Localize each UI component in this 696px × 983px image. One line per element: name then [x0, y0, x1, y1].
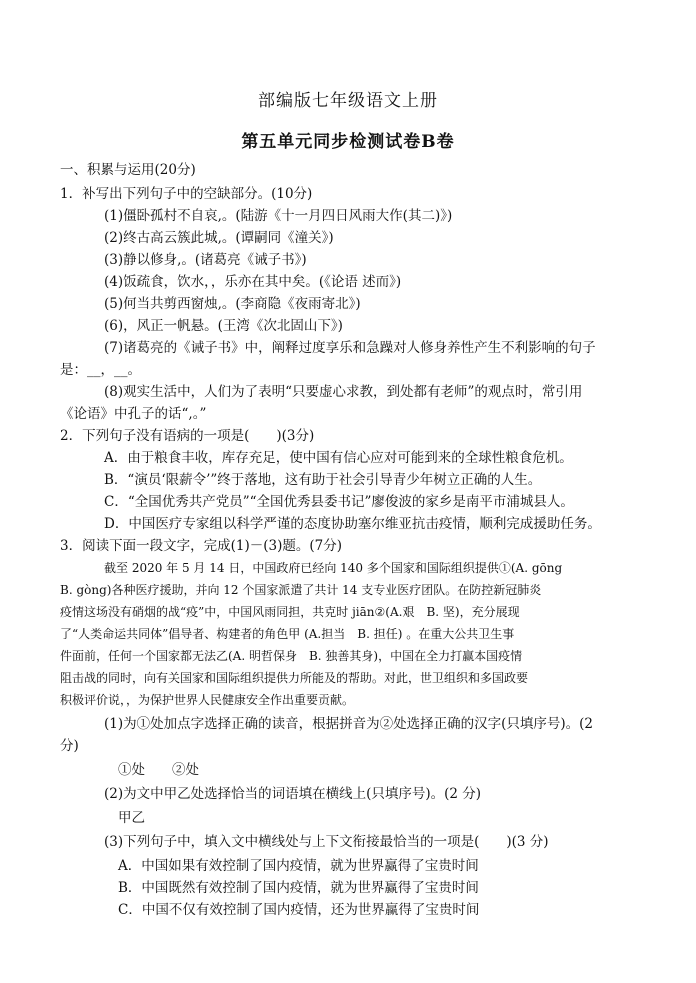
q3-sub2-answers: 甲乙: [118, 810, 145, 826]
q3-passage-line: 积极评价说，，为保护世界人民健康安全作出重要贡献。: [60, 693, 355, 707]
q1-item: (4)饭疏食，饮水，，乐亦在其中矣。(《论语 述而》): [104, 274, 402, 290]
q3-sub3-option-a: A．中国如果有效控制了国内疫情，就为世界赢得了宝贵时间: [118, 858, 479, 874]
q3-passage-line: B. gòng)各种医疗援助，并向 12 个国家派遣了共计 14 支专业医疗团队。在防控新冠肺炎: [60, 583, 542, 597]
q3-sub1-answers: ①处 ②处: [118, 762, 199, 778]
q3-passage-line: 阻击战的同时，向有关国家和国际组织提供力所能及的帮助。对此，世卫组织和多国政要: [60, 671, 529, 685]
q3-passage-line: 件面前，任何一个国家都无法乙(A. 明哲保身 B. 独善其身)，中国在全力打赢本国疫情: [60, 649, 523, 663]
q3-sub2: (2)为文中甲乙处选择恰当的词语填在横线上(只填序号)。(2 分): [104, 786, 482, 802]
q1-item-cont: 《论语》中孔子的话“,。”: [60, 406, 207, 422]
q3-sub3-option-b: B．中国既然有效控制了国内疫情，就为世界赢得了宝贵时间: [118, 880, 479, 896]
q1-item: (7)诸葛亮的《诫子书》中，阐释过度享乐和急躁对人修身养性产生不利影响的句子: [104, 340, 596, 356]
q3-sub1-cont: 分): [60, 738, 79, 754]
q3-sub1: (1)为①处加点字选择正确的读音，根据拼音为②处选择正确的汉字(只填序号)。(2: [104, 716, 594, 732]
q1-item: (6)，风正一帆悬。(王湾《次北固山下》): [104, 318, 343, 334]
q1-item: (3)静以修身,。(诸葛亮《诫子书》): [104, 252, 307, 268]
q2-option-c: C．“全国优秀共产党员”“全国优秀县委书记”廖俊波的家乡是南平市浦城县人。: [104, 494, 574, 510]
q2-option-b: B．“演员‘限薪令’”终于落地，这有助于社会引导青少年树立正确的人生。: [104, 472, 542, 488]
q3-sub3-option-c: C．中国不仅有效控制了国内疫情，还为世界赢得了宝贵时间: [118, 902, 480, 918]
q3-stem: 3．阅读下面一段文字，完成(1)－(3)题。(7分): [60, 538, 342, 554]
q3-passage-line: 了“人类命运共同体”倡导者、构建者的角色甲 (A.担当 B. 担任) 。在重大公共卫生事: [60, 627, 515, 641]
q1-item: (2)终古高云簇此城,。(谭嗣同《潼关》): [104, 230, 334, 246]
q3-passage-line: 截至 2020 年 5 月 14 日，中国政府已经向 140 多个国家和国际组织提供①(A. gōng: [104, 561, 563, 575]
q2-stem: 2．下列句子没有语病的一项是( )(3分): [60, 428, 315, 444]
q2-option-d: D．中国医疗专家组以科学严谨的态度协助塞尔维亚抗击疫情，顺利完成援助任务。: [104, 516, 601, 532]
doc-title: 部编版七年级语文上册: [258, 91, 438, 111]
doc-subtitle: 第五单元同步检测试卷B卷: [241, 132, 455, 152]
q1-stem: 1．补写出下列句子中的空缺部分。(10分): [60, 186, 313, 202]
q3-passage-line: 疫情这场没有硝烟的战“疫”中，中国风雨同担，共克时 jiān②(A.艰 B. 坚)，充分展现: [60, 605, 520, 619]
q1-item-cont: 是：__，__。: [60, 362, 141, 378]
q3-sub3: (3)下列句子中，填入文中横线处与上下文衔接最恰当的一项是( )(3 分): [104, 834, 549, 850]
section-heading: 一、积累与运用(20分): [60, 162, 196, 178]
q1-item: (5)何当共剪西窗烛,。(李商隐《夜雨寄北》): [104, 296, 361, 312]
q2-option-a: A．由于粮食丰收，库存充足，使中国有信心应对可能到来的全球性粮食危机。: [104, 450, 573, 466]
q1-item: (1)僵卧孤村不自哀,。(陆游《十一月四日风雨大作(其二)》): [104, 208, 453, 224]
q1-item: (8)观实生活中，人们为了表明“只要虚心求教，到处都有老师”的观点时，常引用: [104, 384, 583, 400]
